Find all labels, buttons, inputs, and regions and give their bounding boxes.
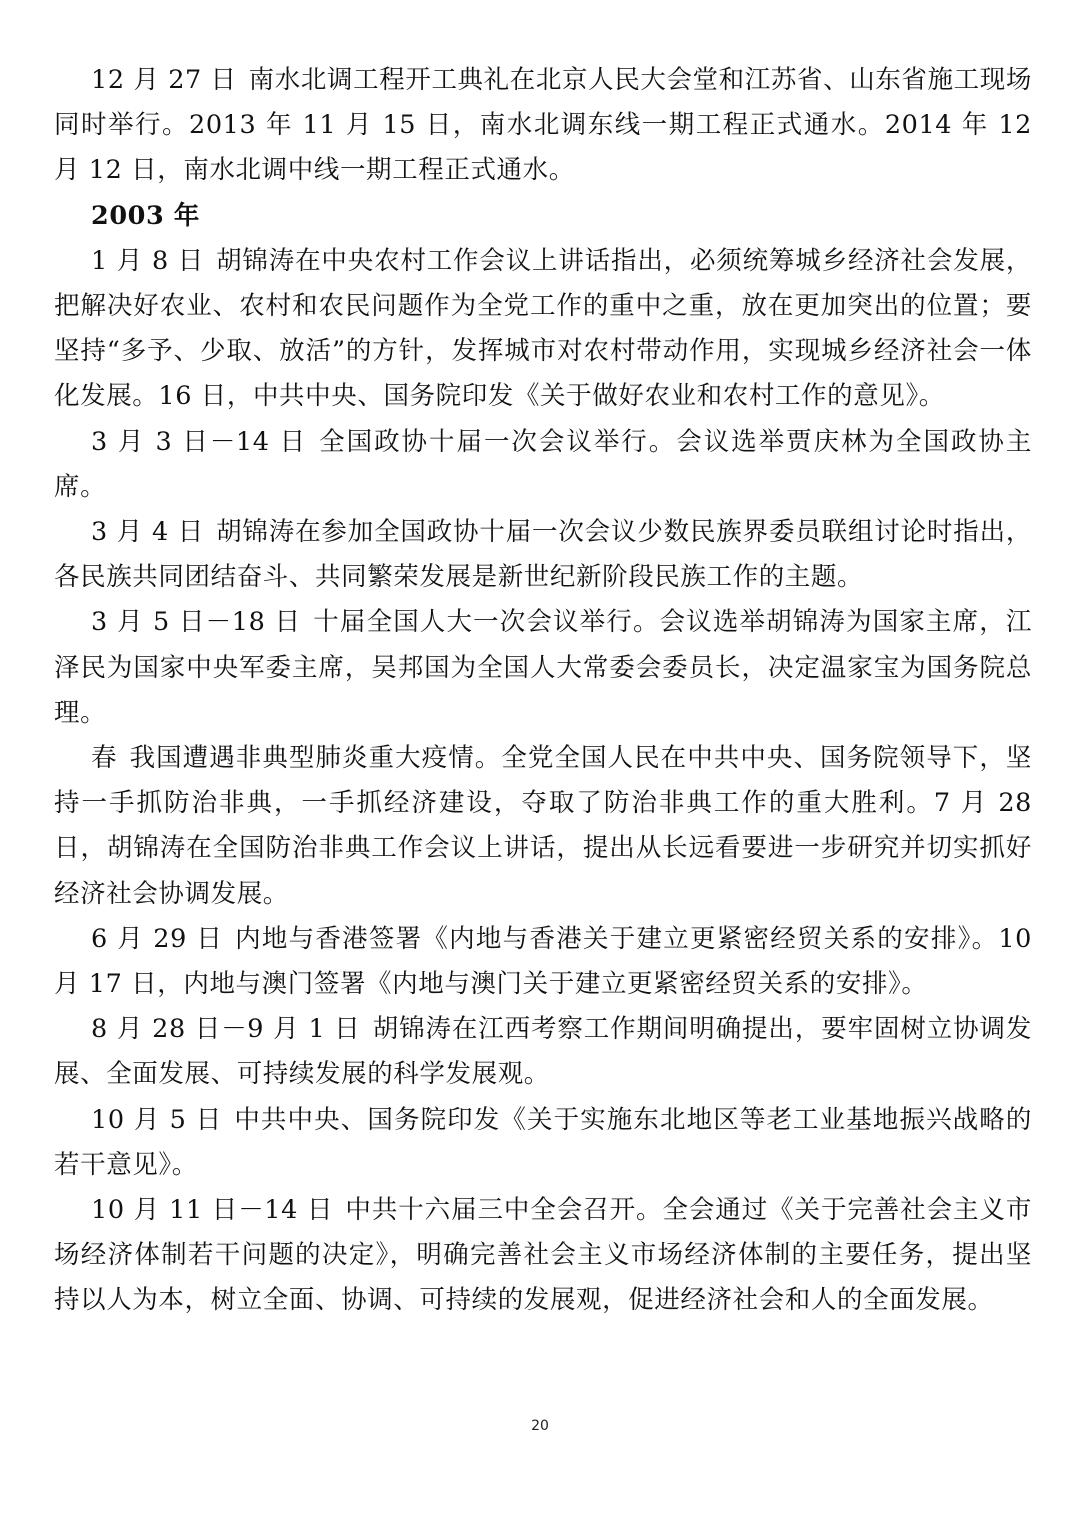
entry-date: 10 月 11 日－14 日 — [91, 1195, 334, 1226]
entry-text: 内地与香港签署《内地与香港关于建立更紧密经贸关系的安排》。10 月 17 日，内地与澳门签署《内地与澳门关于建立更紧密经贸关系的安排》。 — [54, 923, 1032, 1000]
paragraph-1011 — [54, 1188, 1032, 1324]
year-heading: 2003 年 — [91, 200, 200, 231]
paragraph-0305 — [54, 600, 1032, 736]
entry-date: 3 月 3 日－14 日 — [91, 426, 308, 457]
paragraph-0828 — [54, 1007, 1032, 1097]
entry-date: 春 — [91, 743, 118, 774]
entry-date: 3 月 4 日 — [91, 517, 205, 548]
entry-date: 3 月 5 日－18 日 — [91, 607, 302, 638]
entry-text: 中共十六届三中全会召开。全会通过《关于完善社会主义市场经济体制若干问题的决定》，明确完善社会主义市场经济体制的主要任务，提出坚持以人为本，树立全面、协调、可持续的发展观，促进经济社会和人的全面发展。 — [54, 1195, 1032, 1316]
entry-text: 南水北调工程开工典礼在北京人民大会堂和江苏省、山东省施工现场同时举行。2013 年 11 月 15 日，南水北调东线一期工程正式通水。2014 年 12 月 12 日，南水北调中线一期工程正式通水。 — [54, 65, 1032, 186]
entry-text: 我国遭遇非典型肺炎重大疫情。全党全国人民在中共中央、国务院领导下，坚持一手抓防治非典，一手抓经济建设，夺取了防治非典工作的重大胜利。7 月 28 日，胡锦涛在全国防治非典工作会议上讲话，提出从长远看要进一步研究并切实抓好经济社会协调发展。 — [54, 743, 1032, 909]
entry-date: 12 月 27 日 — [91, 65, 237, 95]
paragraph-0629 — [54, 917, 1032, 1007]
paragraph-1005 — [54, 1098, 1032, 1188]
paragraph-spring — [54, 736, 1032, 917]
entry-text: 十届全国人大一次会议举行。会议选举胡锦涛为国家主席，江泽民为国家中央军委主席，吴邦国为全国人大常委会委员长，决定温家宝为国务院总理。 — [54, 607, 1032, 728]
paragraph-1227 — [54, 58, 1032, 194]
entry-text: 全国政协十届一次会议举行。会议选举贾庆林为全国政协主席。 — [54, 426, 1032, 502]
entry-date: 8 月 28 日－9 月 1 日 — [91, 1014, 361, 1045]
paragraph-0303 — [54, 420, 1032, 510]
entry-text: 中共中央、国务院印发《关于实施东北地区等老工业基地振兴战略的若干意见》。 — [54, 1104, 1032, 1180]
entry-text: 胡锦涛在江西考察工作期间明确提出，要牢固树立协调发展、全面发展、可持续发展的科学发展观。 — [54, 1014, 1032, 1090]
entry-date: 1 月 8 日 — [91, 245, 205, 276]
entry-date: 6 月 29 日 — [91, 923, 224, 954]
entry-date: 10 月 5 日 — [91, 1104, 223, 1135]
document-body — [54, 58, 1032, 1324]
paragraph-0108 — [54, 239, 1032, 420]
page-number: 20 — [531, 1418, 549, 1434]
paragraph-0304 — [54, 510, 1032, 600]
entry-text: 胡锦涛在参加全国政协十届一次会议少数民族界委员联组讨论时指出，各民族共同团结奋斗、共同繁荣发展是新世纪新阶段民族工作的主题。 — [54, 517, 1033, 593]
entry-text: 胡锦涛在中央农村工作会议上讲话指出，必须统筹城乡经济社会发展，把解决好农业、农村和农民问题作为全党工作的重中之重，放在更加突出的位置；要坚持“多予、少取、放活”的方针，发挥城市对农村带动作用，实现城乡经济社会一体化发展。16 日，中共中央、国务院印发《关于做好农业和农村工作的意见》。 — [54, 245, 1033, 412]
